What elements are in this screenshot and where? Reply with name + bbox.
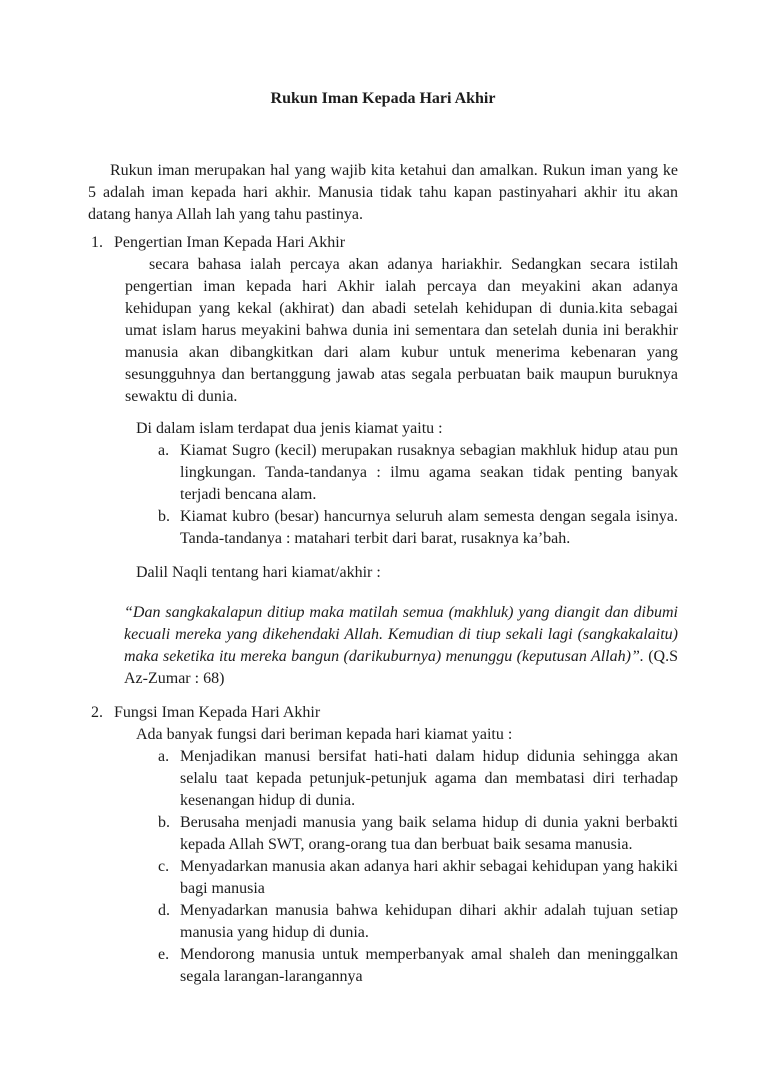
kiamat-list-intro: Di dalam islam terdapat dua jenis kiamat yaitu :	[136, 420, 443, 437]
list-item-marker: a.	[158, 442, 170, 459]
dalil-label: Dalil Naqli tentang hari kiamat/akhir :	[136, 564, 381, 581]
list-item-text: Berusaha menjadi manusia yang baik selama hidup di dunia yakni berbakti kepada Allah SWT, orang-orang tua dan berbuat baik sesama manusia.	[180, 814, 678, 853]
section-2-title: Fungsi Iman Kepada Hari Akhir	[114, 704, 321, 721]
list-item-text: Kiamat Sugro (kecil) merupakan rusaknya sebagian makhluk hidup atau pun lingkungan. Tanda-tandanya : ilmu agama seakan tidak penting banyak terjadi bencana alam.	[180, 442, 678, 503]
list-item	[158, 440, 678, 506]
document-title: Rukun Iman Kepada Hari Akhir	[270, 90, 496, 107]
list-item-text: Kiamat kubro (besar) hancurnya seluruh alam semesta dengan segala isinya. Tanda-tandanya : matahari terbit dari barat, rusaknya ka’bah.	[180, 508, 678, 547]
list-item-text: Menjadikan manusi bersifat hati-hati dalam hidup didunia sehingga akan selalu taat kepada petunjuk-petunjuk agama dan membatasi diri terhadap kesenangan hidup di dunia.	[180, 748, 678, 809]
list-item	[158, 812, 678, 856]
section-2-number: 2.	[91, 704, 103, 721]
quote-italic-text: “Dan sangkakalapun ditiup maka matilah semua (makhluk) yang diangit dan dibumi kecuali mereka yang dikehendaki Allah. Kemudian di tiup sekali lagi (sangkakalaitu) maka seketika itu mereka bangun (darikuburnya) menunggu (keputusan Allah)”.	[124, 604, 678, 665]
section-2-heading	[88, 702, 678, 724]
section-1-heading	[88, 232, 678, 254]
fungsi-list-intro: Ada banyak fungsi dari beriman kepada hari kiamat yaitu :	[136, 726, 513, 743]
quote-reference: (Q.S Az-Zumar : 68)	[124, 648, 679, 687]
list-item	[158, 856, 678, 900]
list-item	[158, 944, 678, 988]
list-item-marker: e.	[158, 946, 170, 963]
section-1-title: Pengertian Iman Kepada Hari Akhir	[114, 234, 346, 251]
list-item	[158, 506, 678, 550]
intro-paragraph: Rukun iman merupakan hal yang wajib kita ketahui dan amalkan. Rukun iman yang ke 5 adalah iman kepada hari akhir. Manusia tidak tahu kapan pastinyahari akhir itu akan datang hanya Allah lah yang tahu pastinya.	[88, 162, 678, 223]
section-1-body: secara bahasa ialah percaya akan adanya hariakhir. Sedangkan secara istilah pengertian iman kepada hari Akhir ialah percaya dan meyakini akan adanya kehidupan yang kekal (akhirat) dan abadi setelah kehidupan di dunia.kita sebagai umat islam harus meyakini bahwa dunia ini sementara dan setelah dunia ini berakhir manusia akan dibangkitkan dari alam kubur untuk menerima kebenaran yang sesungguhnya dan bertanggung jawab atas segala perbuatan baik maupun buruknya sewaktu di dunia.	[125, 256, 678, 405]
section-1-number: 1.	[91, 234, 103, 251]
list-item-text: Mendorong manusia untuk memperbanyak amal shaleh dan meninggalkan segala larangan-larangannya	[180, 946, 678, 985]
list-item	[158, 746, 678, 812]
quran-quote	[124, 602, 678, 690]
list-item-marker: a.	[158, 748, 170, 765]
list-item-marker: b.	[158, 814, 170, 831]
list-item-marker: d.	[158, 902, 170, 919]
list-item-marker: c.	[158, 858, 170, 875]
list-item	[158, 900, 678, 944]
list-item-marker: b.	[158, 508, 170, 525]
list-item-text: Menyadarkan manusia bahwa kehidupan dihari akhir adalah tujuan setiap manusia yang hidup di dunia.	[180, 902, 678, 941]
list-item-text: Menyadarkan manusia akan adanya hari akhir sebagai kehidupan yang hakiki bagi manusia	[180, 858, 678, 897]
